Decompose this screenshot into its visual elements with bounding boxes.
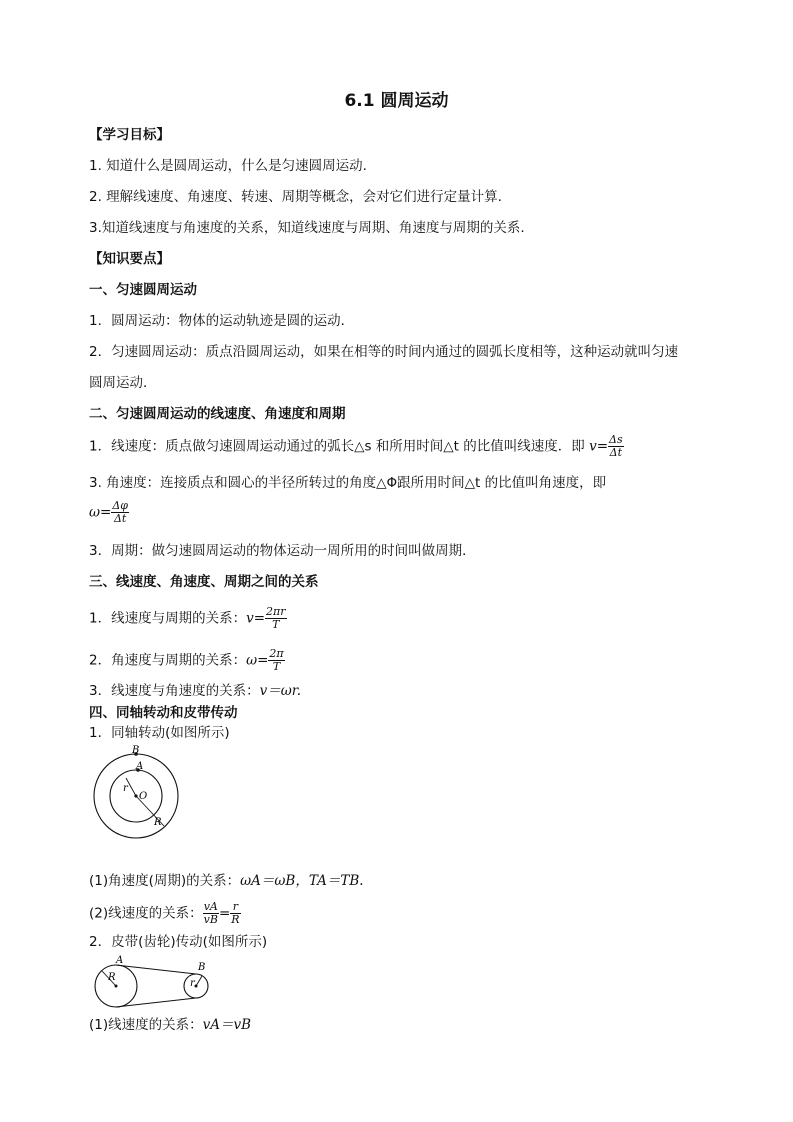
label-b: B — [198, 962, 206, 973]
label-r: r — [123, 783, 128, 794]
goal-item-3: 3.知道线速度与角速度的关系，知道线速度与周期、角速度与周期的关系. — [89, 220, 525, 236]
s3-r1-num: 2πr — [266, 605, 286, 618]
label-a: A — [136, 761, 144, 772]
s3-r3-formula: v＝ωr. — [259, 683, 301, 699]
s2-w-den: Δt — [113, 512, 127, 525]
label-big-r: R — [108, 972, 116, 983]
s1-item-2b: 圆周运动． — [89, 375, 157, 391]
s3-r3-text: 3．线速度与角速度的关系： — [89, 683, 260, 699]
goal-item-2: 2. 理解线速度、角速度、转速、周期等概念，会对它们进行定量计算. — [89, 189, 502, 205]
s2-angular-velocity-formula — [89, 500, 129, 525]
s2-v-num: Δs — [609, 433, 623, 446]
label-o: O — [139, 791, 148, 802]
s3-r2-text: 2．角速度与周期的关系： — [89, 652, 247, 669]
section-4-heading: 四、同轴转动和皮带传动 — [89, 705, 238, 721]
section-2-heading: 二、匀速圆周运动的线速度、角速度和周期 — [89, 406, 346, 422]
c2-den: vB — [203, 913, 218, 926]
s2-w-fraction — [111, 500, 129, 525]
s2-v-fraction — [608, 434, 624, 459]
s3-r1-text: 1．线速度与周期的关系： — [89, 610, 247, 627]
s2-v-text: 1．线速度：质点做匀速圆周运动通过的弧长△s 和所用时间△t 的比值叫线速度．即 — [89, 438, 585, 455]
radius-small-r — [196, 976, 202, 986]
label-a: A — [116, 955, 124, 966]
s3-r2-den: T — [272, 660, 281, 673]
s2-linear-velocity — [89, 434, 624, 459]
c2-eq: = — [218, 905, 231, 922]
s4-belt-rel-1 — [89, 1016, 251, 1034]
belt-top — [116, 965, 196, 974]
knowledge-heading: 【知识要点】 — [89, 251, 170, 267]
goal-item-1: 1. 知道什么是圆周运动，什么是匀速圆周运动. — [89, 158, 367, 174]
s4-belt: 2．皮带(齿轮)传动(如图所示) — [89, 934, 268, 950]
s4-coaxial: 1．同轴转动(如图所示) — [89, 725, 230, 741]
page-title: 6.1 圆周运动 — [344, 91, 449, 111]
s3-r2-fraction — [268, 648, 284, 673]
label-big-r: R — [154, 817, 162, 828]
learning-goals-heading: 【学习目标】 — [89, 127, 170, 143]
s3-r2-num: 2π — [269, 647, 284, 660]
label-r: r — [190, 978, 195, 989]
s3-rel-3 — [89, 682, 301, 700]
s1-item-2a: 2．匀速圆周运动：质点沿圆周运动，如果在相等的时间内通过的圆弧长度相等，这种运动就叫匀速 — [89, 344, 679, 360]
b1-formula: vA＝vB — [202, 1017, 252, 1033]
s3-r1-den: T — [272, 618, 280, 631]
belt-figure — [88, 954, 218, 1010]
s2-angular-velocity-text: 3. 角速度：连接质点和圆心的半径所转过的角度△Φ跟所用时间△t 的比值叫角速度，即 — [89, 475, 607, 491]
section-3-heading: 三、线速度、角速度、周期之间的关系 — [89, 574, 319, 590]
s3-r2-lhs: ω= — [246, 652, 269, 669]
belt-bottom — [116, 998, 196, 1007]
s4-coaxial-rel-2 — [89, 901, 241, 926]
section-1-heading: 一、匀速圆周运动 — [89, 282, 197, 298]
coaxial-figure — [88, 745, 188, 845]
c2-text: (2)线速度的关系： — [89, 905, 203, 922]
s2-v-lhs: v= — [589, 438, 609, 455]
c2-fraction-left — [203, 901, 219, 926]
c2-num2: r — [230, 901, 240, 914]
c1-formula: ωA＝ωB，TA＝TB. — [240, 873, 364, 889]
c2-num: vA — [203, 900, 218, 913]
s3-rel-2 — [89, 648, 285, 673]
s4-coaxial-rel-1 — [89, 872, 364, 890]
s2-w-num: Δφ — [112, 499, 128, 512]
s2-period: 3．周期：做匀速圆周运动的物体运动一周所用的时间叫做周期． — [89, 543, 476, 559]
c1-text: (1)角速度(周期)的关系： — [89, 873, 241, 889]
s2-w-lhs: ω= — [89, 504, 112, 521]
label-b: B — [132, 745, 140, 756]
s1-item-1: 1．圆周运动：物体的运动轨迹是圆的运动． — [89, 313, 355, 329]
s3-r1-fraction — [265, 606, 287, 631]
c2-fraction-right — [230, 901, 240, 926]
s3-rel-1 — [89, 606, 287, 631]
s3-r1-lhs: v= — [246, 610, 266, 627]
c2-den2: R — [231, 913, 240, 926]
b1-text: (1)线速度的关系： — [89, 1017, 203, 1033]
s2-v-den: Δt — [609, 446, 622, 459]
